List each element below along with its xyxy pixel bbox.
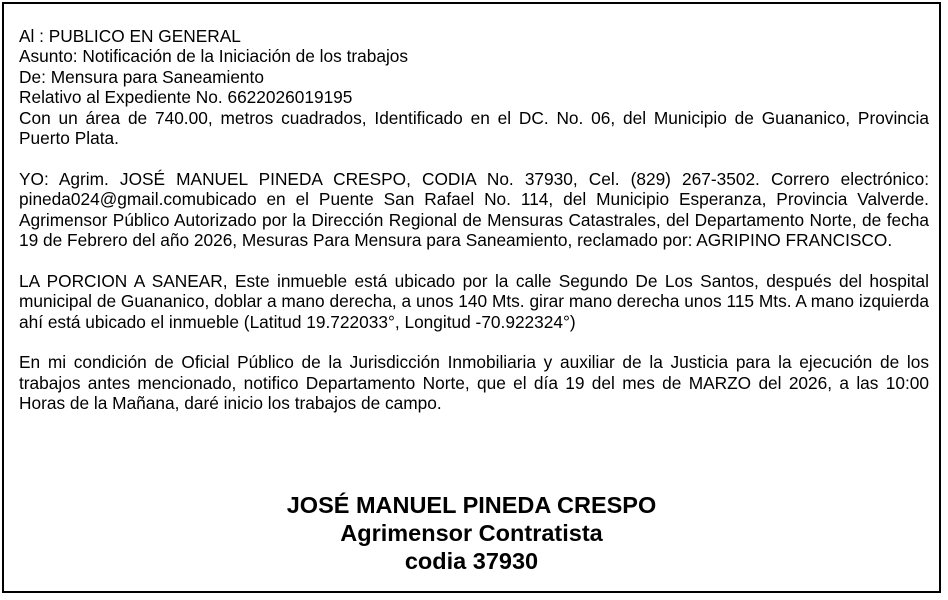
signatory-title: Agrimensor Contratista [340,520,603,546]
signature-block [4,491,939,575]
surveyor-statement-paragraph: YO: Agrim. JOSÉ MANUEL PINEDA CRESPO, CODIA No. 37930, Cel. (829) 267-3502. Correro electrónico: pineda024@gmail.comubicado en el Puente San Rafael No. 114, del Municipio Esperanza, Provincia Valverde. Agrimensor Público Autorizado por la Dirección Regional de Mensuras Catastrales, del Departamento Norte, de fecha 19 de Febrero del año 2026, Mesuras Para Mensura para Saneamiento, reclamado por: AGRIPINO FRANCISCO. [19,168,929,251]
notice-content [19,26,929,414]
paragraph-spacer [19,148,929,168]
notice-recipient: Al : PUBLICO EN GENERAL [19,26,241,46]
notice-from: De: Mensura para Saneamiento [19,66,264,87]
property-location-paragraph: LA PORCION A SANEAR, Este inmueble está ubicado por la calle Segundo De Los Santos, después del hospital municipal de Guananico, doblar a mano derecha, a unos 140 Mts. girar mano derecha unos 115 Mts. A mano izquierda ahí está ubicado el inmueble (Latitud 19.722033°, Longitud -70.922324°) [19,270,929,332]
public-notice [2,2,941,593]
signatory-codia: codia 37930 [404,548,539,574]
notice-file-number: Relativo al Expediente No. 6622026019195 [19,87,353,108]
paragraph-spacer [19,250,929,270]
notice-subject: Asunto: Notificación de la Iniciación de los trabajos [19,46,409,67]
paragraph-spacer [19,332,929,352]
work-start-paragraph: En mi condición de Oficial Público de la Jurisdicción Inmobiliaria y auxiliar de la Justicia para la ejecución de los trabajos antes mencionado, notifico Departamento Norte, que el día 19 del mes de MARZO del 2026, a las 10:00 Horas de la Mañana, daré inicio los trabajos de campo. [19,352,929,414]
notice-area-description: Con un área de 740.00, metros cuadrados, Identificado en el DC. No. 06, del Municipio de Guananico, Provincia Puerto Plata. [19,107,929,149]
signatory-name: JOSÉ MANUEL PINEDA CRESPO [286,492,657,518]
